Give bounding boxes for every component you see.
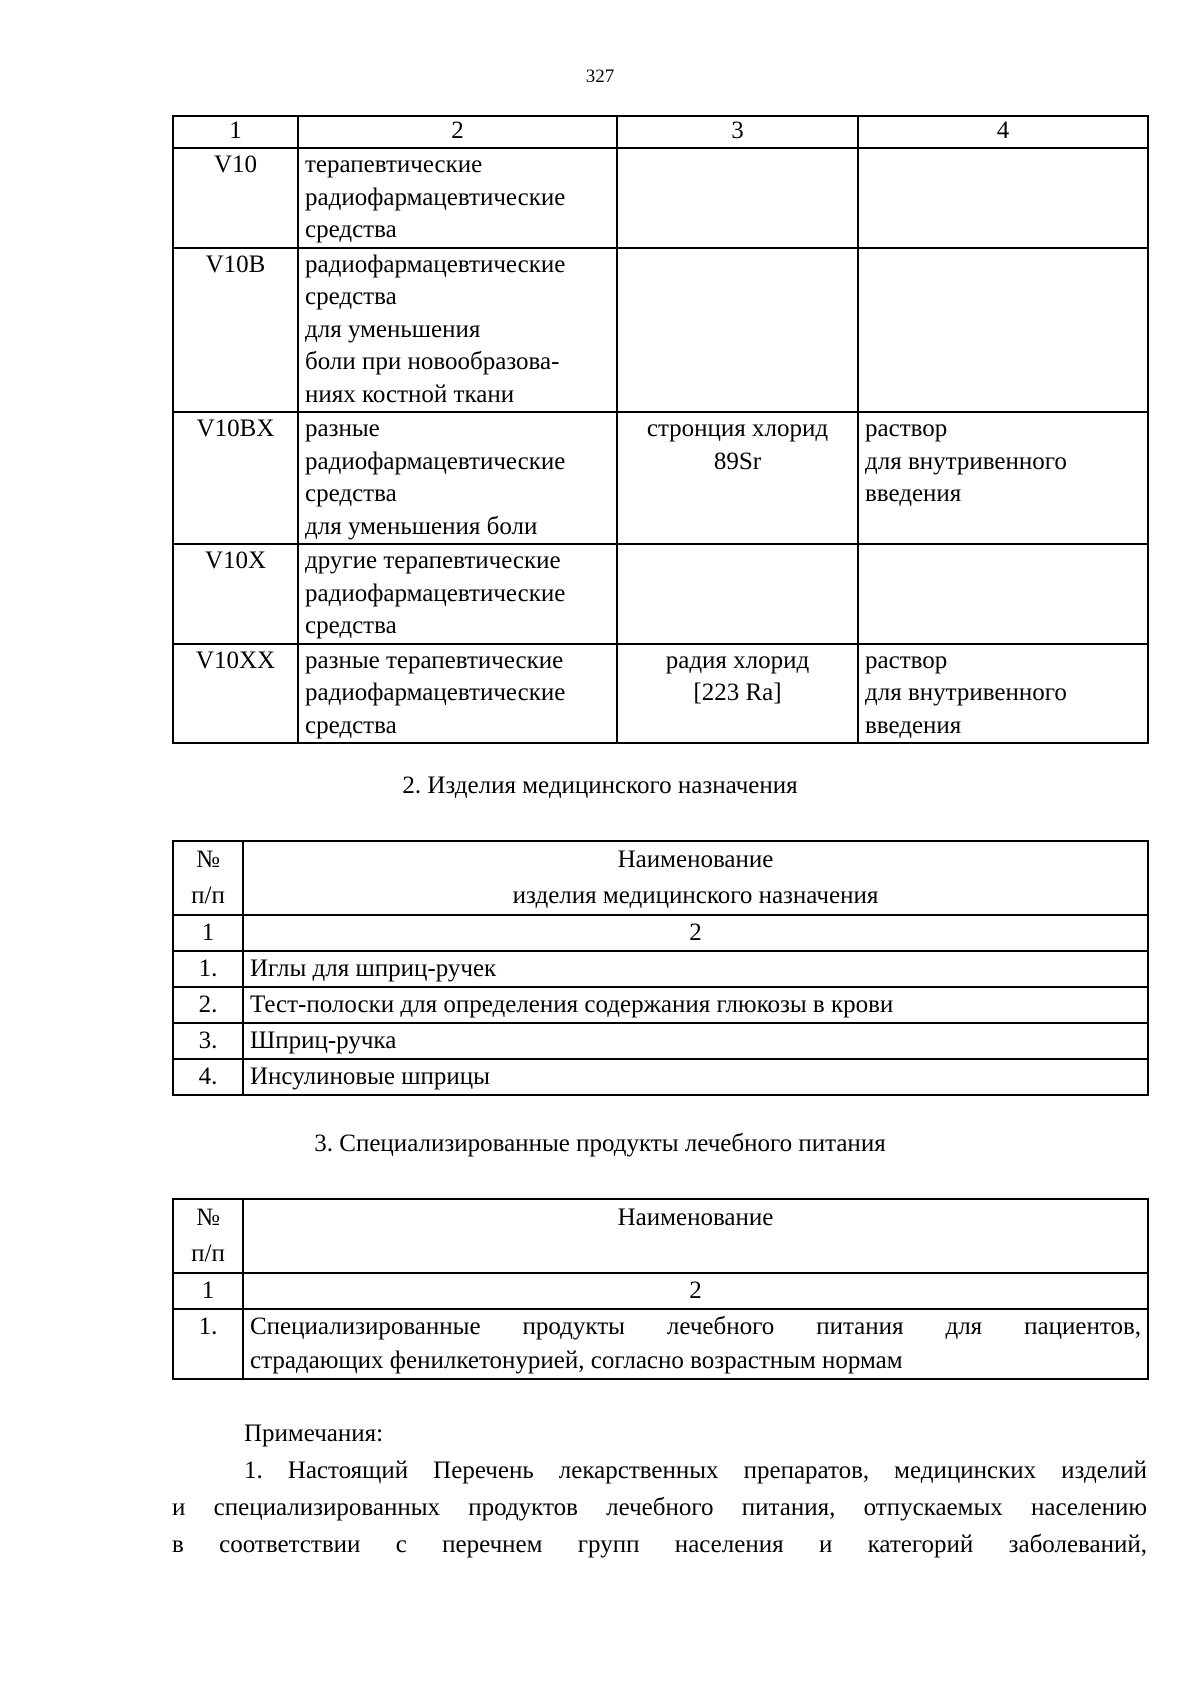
text-line: [223 Ra] (693, 679, 782, 706)
atc-group-name-cell (298, 644, 617, 744)
text-line: введения (865, 711, 962, 739)
text-line: радиофармацевтические (305, 679, 566, 706)
text-line: 89Sr (713, 447, 762, 475)
text-line: для уменьшения (305, 315, 481, 343)
number-column-header (173, 841, 243, 915)
text-line: № (196, 846, 220, 873)
table-row (173, 1309, 1148, 1379)
table-row (173, 951, 1148, 987)
name-column-header (243, 841, 1148, 915)
text-line: для внутривенного (865, 679, 1067, 706)
dosage-form-cell (858, 248, 1148, 413)
text-line: изделия медицинского назначения (512, 882, 879, 909)
name-column-header (243, 1199, 1148, 1273)
atc-group-name-cell (298, 412, 617, 544)
text-line: раствор (865, 646, 948, 674)
section-2-title: 2. Изделия медицинского назначения (402, 772, 798, 799)
item-name-cell: Инсулиновые шприцы (243, 1059, 1148, 1095)
text-line: радиофармацевтические (305, 579, 566, 607)
text-line: средства (305, 283, 397, 310)
substance-cell (617, 248, 858, 413)
table-row (173, 412, 1148, 544)
notes-paragraph-line: в соответствии с перечнем групп населения и категорий заболеваний, (172, 1531, 1147, 1558)
substance-cell (617, 644, 858, 744)
table-row (173, 148, 1148, 248)
text-line: страдающих фенилкетонурией, согласно возрастным нормам (250, 1347, 903, 1374)
column-index-row (173, 1273, 1148, 1309)
column-index-1: 1 (173, 1273, 243, 1309)
text-line: Специализированные продукты лечебного питания для пациентов, (250, 1313, 1141, 1340)
column-number-1: 1 (173, 116, 298, 148)
page-number: 327 (585, 66, 615, 87)
text-line: средства (305, 480, 397, 507)
text-line: радиофармацевтические (305, 183, 566, 211)
column-index-2: 2 (243, 1273, 1148, 1309)
dosage-form-cell (858, 544, 1148, 644)
atc-group-name-cell (298, 148, 617, 248)
dosage-form-cell (858, 148, 1148, 248)
text-line: другие терапевтические (305, 547, 561, 574)
text-line: введения (865, 480, 962, 507)
atc-code-cell: V10X (173, 544, 298, 644)
nutrition-products-table (172, 1198, 1149, 1380)
number-column-header (173, 1199, 243, 1273)
atc-group-name-cell (298, 544, 617, 644)
devices-table-header-row (173, 841, 1148, 915)
column-index-row (173, 915, 1148, 951)
text-line: радиофармацевтические (305, 250, 566, 278)
text-line: стронция хлорид (646, 415, 829, 442)
item-name-cell (243, 1309, 1148, 1379)
atc-code-cell: V10XX (173, 644, 298, 744)
text-line: раствор (865, 415, 948, 442)
notes-paragraph-line: 1. Настоящий Перечень лекарственных препаратов, медицинских изделий (244, 1457, 1147, 1484)
item-number-cell: 3. (173, 1023, 243, 1059)
text-line: ниях костной ткани (305, 380, 515, 408)
table-row (173, 644, 1148, 744)
column-number-4: 4 (858, 116, 1148, 148)
item-number-cell: 1. (173, 1309, 243, 1379)
item-number-cell: 4. (173, 1059, 243, 1095)
drug-table-header-row (173, 116, 1148, 148)
atc-code-cell: V10BX (173, 412, 298, 544)
table-row (173, 248, 1148, 413)
section-3-title: 3. Специализированные продукты лечебного питания (314, 1130, 886, 1157)
dosage-form-cell (858, 644, 1148, 744)
item-number-cell: 1. (173, 951, 243, 987)
text-line: радия хлорид (665, 646, 810, 674)
notes-heading: Примечания: (244, 1420, 384, 1447)
text-line: № (196, 1204, 220, 1231)
column-number-3: 3 (617, 116, 858, 148)
column-index-1: 1 (173, 915, 243, 951)
text-line: боли при новообразова- (305, 348, 560, 375)
atc-code-cell: V10 (173, 148, 298, 248)
text-line: для внутривенного (865, 447, 1067, 475)
nutrition-table-header-row (173, 1199, 1148, 1273)
text-line: для уменьшения боли (305, 512, 538, 540)
substance-cell (617, 544, 858, 644)
substance-cell (617, 412, 858, 544)
text-line: Наименование (617, 846, 774, 873)
atc-code-cell: V10B (173, 248, 298, 413)
notes-block (172, 1415, 1147, 1563)
notes-paragraph-line: и специализированных продуктов лечебного питания, отпускаемых населению (172, 1494, 1147, 1521)
table-row (173, 1023, 1148, 1059)
text-line: средства (305, 612, 397, 639)
text-line: терапевтические (305, 151, 483, 178)
table-row (173, 987, 1148, 1023)
column-index-2: 2 (243, 915, 1148, 951)
text-line: средства (305, 711, 397, 739)
item-number-cell: 2. (173, 987, 243, 1023)
atc-group-name-cell (298, 248, 617, 413)
table-row (173, 1059, 1148, 1095)
medical-devices-table (172, 840, 1149, 1096)
column-number-2: 2 (298, 116, 617, 148)
text-line: разные (305, 415, 380, 442)
text-line: радиофармацевтические (305, 447, 566, 475)
text-line: Наименование (617, 1204, 774, 1231)
text-line: п/п (191, 1240, 225, 1267)
drug-table (172, 115, 1149, 744)
item-name-cell: Иглы для шприц-ручек (243, 951, 1148, 987)
text-line: средства (305, 216, 397, 243)
item-name-cell: Тест-полоски для определения содержания глюкозы в крови (243, 987, 1148, 1023)
text-line: разные терапевтические (305, 646, 564, 674)
table-row (173, 544, 1148, 644)
dosage-form-cell (858, 412, 1148, 544)
item-name-cell: Шприц-ручка (243, 1023, 1148, 1059)
substance-cell (617, 148, 858, 248)
text-line: п/п (191, 882, 225, 909)
